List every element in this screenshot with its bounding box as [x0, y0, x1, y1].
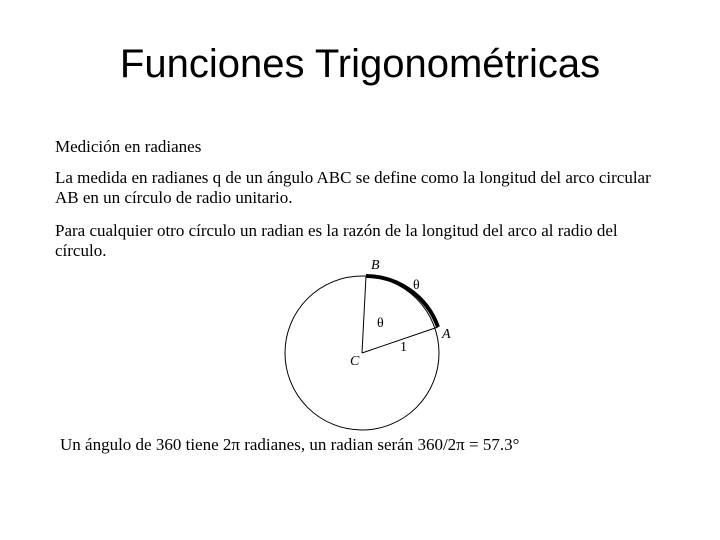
- subtitle: Medición en radianes: [55, 137, 202, 156]
- label-c: C: [350, 354, 360, 369]
- label-radius: 1: [400, 340, 407, 355]
- footer-text: Un ángulo de 360 tiene 2π radianes, un radian serán 360/2π = 57.3°: [60, 435, 520, 454]
- slide-title: Funciones Trigonométricas: [119, 42, 601, 86]
- radius-cb: [362, 276, 366, 353]
- label-a: A: [442, 327, 451, 342]
- label-b: B: [371, 258, 380, 273]
- label-theta-center: θ: [377, 316, 384, 331]
- label-theta-arc: θ: [413, 278, 420, 293]
- other-circle-paragraph: Para cualquier otro círculo un radian es la razón de la longitud del arco al radio del círculo.: [55, 221, 618, 260]
- definition-paragraph: La medida en radianes q de un ángulo ABC se define como la longitud del arco circular AB en un círculo de radio unitario.: [55, 168, 651, 207]
